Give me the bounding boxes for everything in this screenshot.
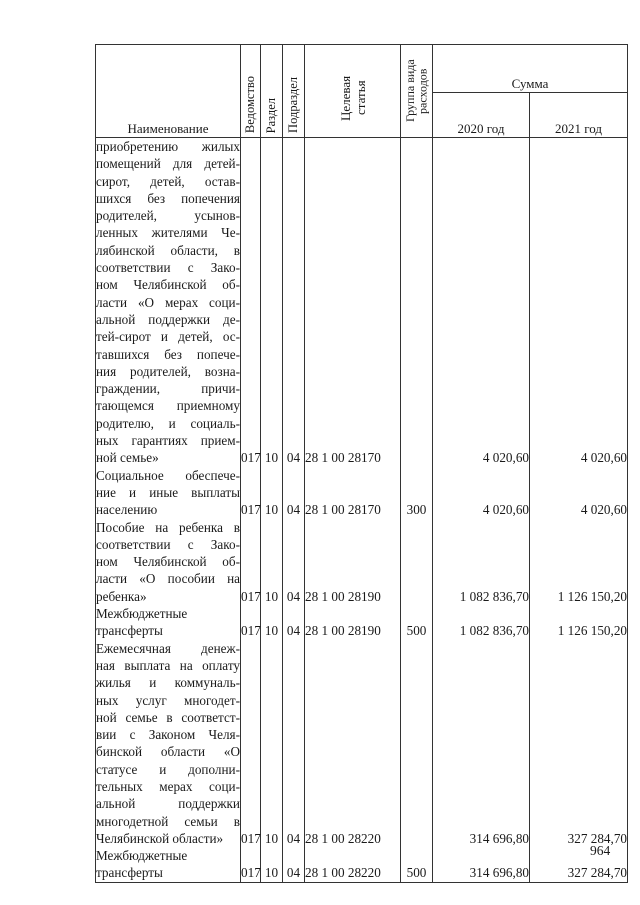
row-gruppa (401, 519, 433, 605)
row-razdel: 10 (261, 467, 283, 519)
row-name (96, 138, 241, 467)
row-name-line: статусе и дополни- (96, 761, 240, 777)
row-name-line: ние и иные выплаты (96, 484, 240, 500)
table-row (96, 605, 628, 640)
row-vedomstvo: 017 (241, 605, 261, 640)
row-name-line: ной семье» (96, 450, 159, 466)
row-gruppa (401, 640, 433, 848)
row-name-line: соответствии с Зако- (96, 536, 240, 552)
row-name-line: ном Челябинской об- (96, 277, 240, 293)
row-name-line: приобретению жилых (96, 139, 240, 154)
header-name: Наименование (96, 45, 241, 138)
row-podrazdel: 04 (283, 605, 305, 640)
row-celevaya: 28 1 00 28170 (305, 467, 401, 519)
row-name-line: Межбюджетные (96, 848, 188, 864)
row-celevaya: 28 1 00 28190 (305, 605, 401, 640)
row-sum-2021: 327 284,70 (530, 640, 628, 848)
row-celevaya: 28 1 00 28190 (305, 519, 401, 605)
row-name-line: ласти «О пособии на (96, 571, 240, 587)
row-sum-2021: 4 020,60 (530, 138, 628, 467)
table-row (96, 519, 628, 605)
row-razdel: 10 (261, 640, 283, 848)
row-name-line: Социальное обеспече- (96, 467, 240, 483)
budget-table (95, 44, 628, 883)
header-celevaya (305, 45, 401, 138)
row-sum-2021: 1 126 150,20 (530, 519, 628, 605)
row-sum-2020: 314 696,80 (433, 847, 530, 882)
row-sum-2021: 4 020,60 (530, 467, 628, 519)
row-name-line: ребенка» (96, 588, 147, 604)
header-gruppa-label: Группа вида расходов (403, 59, 430, 123)
row-name-line: Пособие на ребенка в (96, 519, 240, 535)
row-name-line: тельных мерах соци- (96, 778, 240, 794)
row-vedomstvo: 017 (241, 640, 261, 848)
row-podrazdel: 04 (283, 138, 305, 467)
row-vedomstvo: 017 (241, 847, 261, 882)
row-podrazdel: 04 (283, 519, 305, 605)
row-name-line: Челябинской области» (96, 830, 224, 846)
row-gruppa (401, 138, 433, 467)
row-name (96, 605, 241, 640)
header-podrazdel-label: Подраздел (286, 77, 300, 133)
row-name-line: ном Челябинской об- (96, 554, 240, 570)
row-name-line: родителей, усынов- (96, 208, 240, 224)
row-vedomstvo: 017 (241, 519, 261, 605)
row-sum-2020: 4 020,60 (433, 467, 530, 519)
row-name-line: ласти «О мерах соци- (96, 294, 240, 310)
row-name-line: Ежемесячная денеж- (96, 640, 240, 656)
header-summa: Сумма (433, 45, 628, 93)
row-podrazdel: 04 (283, 847, 305, 882)
row-name-line: тавшихся без попече- (96, 346, 240, 362)
row-name-line: альной поддержки де- (96, 311, 240, 327)
row-name-line: ния родителей, возна- (96, 363, 240, 379)
row-name-line: вии с Законом Челя- (96, 727, 240, 743)
row-celevaya: 28 1 00 28220 (305, 640, 401, 848)
row-razdel: 10 (261, 138, 283, 467)
row-name-line: ная выплата на оплату (96, 657, 240, 673)
row-name-line: жилья и коммуналь- (96, 675, 240, 691)
header-podrazdel (283, 45, 305, 138)
row-sum-2020: 1 082 836,70 (433, 519, 530, 605)
row-sum-2020: 314 696,80 (433, 640, 530, 848)
page-number: 964 (590, 843, 611, 858)
row-razdel: 10 (261, 519, 283, 605)
row-sum-2021: 1 126 150,20 (530, 605, 628, 640)
row-name-line: родителю, и социаль- (96, 415, 240, 431)
header-year-2020: 2020 год (433, 92, 530, 138)
row-podrazdel: 04 (283, 640, 305, 848)
row-name (96, 847, 241, 882)
row-vedomstvo: 017 (241, 138, 261, 467)
row-name-line: Межбюджетные (96, 606, 188, 622)
row-name-line: тающемся приемному (96, 398, 240, 414)
row-name (96, 467, 241, 519)
table-row (96, 847, 628, 882)
row-sum-2020: 4 020,60 (433, 138, 530, 467)
header-gruppa (401, 45, 433, 138)
row-name-line: граждении, причи- (96, 381, 240, 397)
row-gruppa: 500 (401, 847, 433, 882)
header-celevaya-label: Целевая статья (337, 75, 368, 121)
row-name-line: лябинской области, в (96, 242, 240, 258)
row-name-line: трансферты (96, 865, 163, 881)
row-name-line: ленных жителями Че- (96, 225, 240, 241)
row-sum-2021: 327 284,70 (530, 847, 628, 882)
row-name-line: тей-сирот и детей, ос- (96, 329, 240, 345)
header-vedomstvo (241, 45, 261, 138)
row-name-line: соответствии с Зако- (96, 260, 240, 276)
row-name-line: многодетной семьи в (96, 813, 240, 829)
row-celevaya: 28 1 00 28220 (305, 847, 401, 882)
table-row (96, 138, 628, 467)
row-name-line: ной семье в соответст- (96, 709, 240, 725)
row-vedomstvo: 017 (241, 467, 261, 519)
row-razdel: 10 (261, 847, 283, 882)
row-name-line: ных гарантиях прием- (96, 433, 240, 449)
row-podrazdel: 04 (283, 467, 305, 519)
header-year-2021: 2021 год (530, 92, 628, 138)
row-name-line: бинской области «О (96, 744, 240, 760)
header-vedomstvo-label: Ведомство (243, 75, 257, 133)
table-row (96, 640, 628, 848)
row-celevaya: 28 1 00 28170 (305, 138, 401, 467)
row-razdel: 10 (261, 605, 283, 640)
row-name-line: сирот, детей, остав- (96, 173, 240, 189)
row-gruppa: 500 (401, 605, 433, 640)
header-razdel (261, 45, 283, 138)
row-sum-2020: 1 082 836,70 (433, 605, 530, 640)
row-gruppa: 300 (401, 467, 433, 519)
table-body (96, 138, 628, 883)
row-name (96, 519, 241, 605)
header-razdel-label: Раздел (264, 97, 278, 133)
row-name-line: шихся без попечения (96, 190, 240, 206)
table-row (96, 467, 628, 519)
table-header (96, 45, 628, 138)
row-name-line: населению (96, 502, 158, 518)
row-name-line: альной поддержки (96, 796, 240, 812)
row-name (96, 640, 241, 848)
row-name-line: помещений для детей- (96, 156, 240, 172)
row-name-line: ных услуг многодет- (96, 692, 240, 708)
row-name-line: трансферты (96, 623, 163, 639)
